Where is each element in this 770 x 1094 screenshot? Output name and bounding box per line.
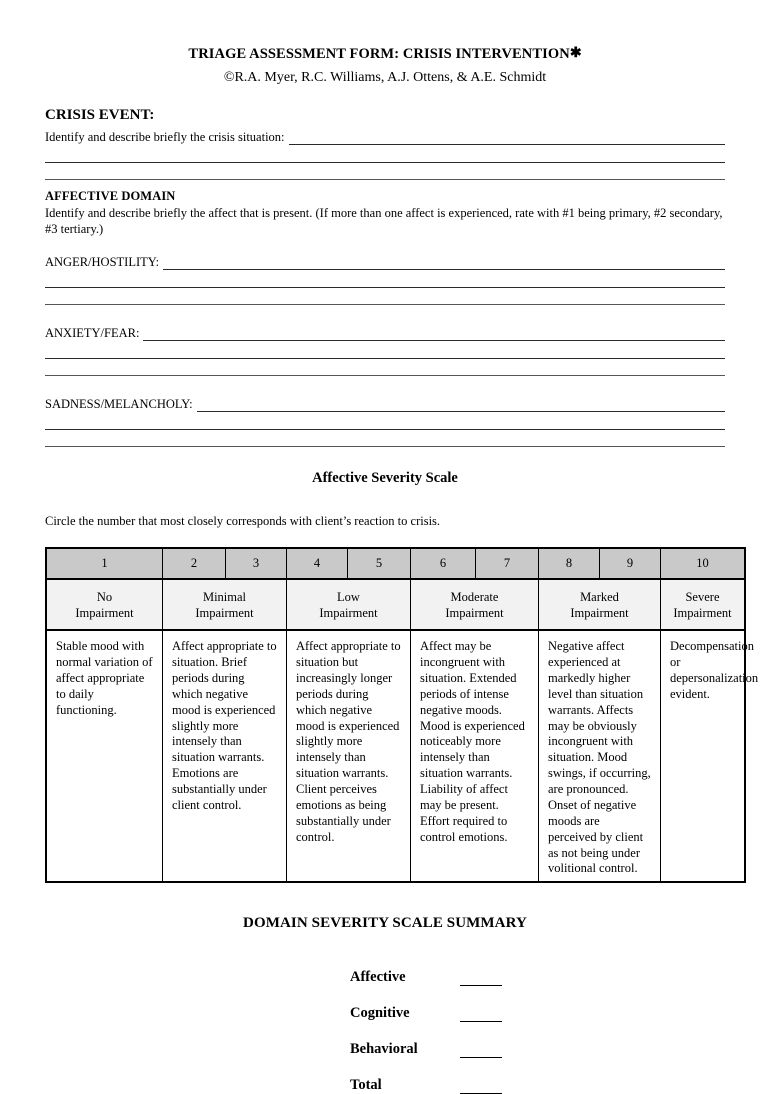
document-authors: ©R.A. Myer, R.C. Williams, A.J. Ottens, & A.E. Schmidt xyxy=(223,69,547,85)
scale-label-name-2: Minimal xyxy=(202,589,247,604)
summary-input-cognitive[interactable] xyxy=(460,1008,502,1022)
domain-severity-summary-list xyxy=(45,932,725,1094)
scale-number-cell-8[interactable]: 8 xyxy=(539,548,600,579)
summary-label-total: Total xyxy=(350,1077,382,1094)
scale-label-cell-minimal-impairment xyxy=(163,579,287,630)
summary-row-behavioral xyxy=(45,1022,725,1058)
scale-number-cell-9[interactable]: 9 xyxy=(600,548,661,579)
scale-description-row xyxy=(46,630,745,882)
scale-number-cell-3[interactable]: 3 xyxy=(226,548,287,579)
scale-label-cell-severe-impairment xyxy=(661,579,746,630)
scale-label-word-2: Impairment xyxy=(195,605,254,620)
scale-description-cell-5: Negative affect experienced at markedly higher level than situation warrants. Affects may be obviously incongruent with situation. Mood swings, if occurring, are pronounced. Onset of negative moods are perceived by client as not being under volitional control. xyxy=(539,630,661,882)
summary-label-affective: Affective xyxy=(350,969,406,986)
scale-label-name-4: Moderate xyxy=(450,589,499,604)
summary-input-affective[interactable] xyxy=(460,972,502,986)
scale-number-row xyxy=(46,548,745,579)
affective-domain-instruction: Identify and describe briefly the affect that is present. (If more than one affect is experienced, rate with #1 being primary, #2 secondary, #3 tertiary.) xyxy=(45,205,723,236)
anxiety-fear-row xyxy=(45,326,725,341)
crisis-event-prompt: Identify and describe briefly the crisis situation: xyxy=(45,129,285,144)
scale-label-cell-moderate-impairment xyxy=(411,579,539,630)
scale-label-name-6: Severe xyxy=(685,589,720,604)
affective-domain-heading: AFFECTIVE DOMAIN xyxy=(45,188,176,203)
summary-row-cognitive xyxy=(45,986,725,1022)
scale-label-word-5: Impairment xyxy=(570,605,629,620)
summary-input-behavioral[interactable] xyxy=(460,1044,502,1058)
scale-description-cell-1: Stable mood with normal variation of affect appropriate to daily functioning. xyxy=(46,630,163,882)
anger-hostility-row xyxy=(45,255,725,270)
severity-scale-title: Affective Severity Scale xyxy=(312,470,458,487)
severity-scale-instruction: Circle the number that most closely corresponds with client’s reaction to crisis. xyxy=(45,514,441,529)
summary-label-behavioral: Behavioral xyxy=(350,1041,418,1058)
scale-description-cell-3: Affect appropriate to situation but increasingly longer periods during which negative mood is experienced slightly more intensely than situation warrants. Client perceives emotions as being substantially under control. xyxy=(287,630,411,882)
page-title-text: TRIAGE ASSESSMENT FORM: CRISIS INTERVENTION xyxy=(188,46,570,62)
scale-label-cell-marked-impairment xyxy=(539,579,661,630)
scale-number-cell-7[interactable]: 7 xyxy=(476,548,539,579)
sadness-melancholy-label: SADNESS/MELANCHOLY: xyxy=(45,397,193,412)
domain-severity-summary-title: DOMAIN SEVERITY SCALE SUMMARY xyxy=(243,915,527,932)
anger-hostility-input-line-1[interactable] xyxy=(163,258,725,270)
sadness-melancholy-row xyxy=(45,397,725,412)
scale-number-cell-10[interactable]: 10 xyxy=(661,548,746,579)
scale-label-word-4: Impairment xyxy=(445,605,504,620)
affective-severity-scale-table xyxy=(45,547,759,883)
scale-label-word-1: Impairment xyxy=(75,605,134,620)
scale-label-word-6: Impairment xyxy=(673,605,732,620)
scale-label-row xyxy=(46,579,745,630)
scale-description-cell-2: Affect appropriate to situation. Brief periods during which negative mood is experienced slightly more intensely than situation warrants. Emotions are substantially under client control. xyxy=(163,630,287,882)
scale-label-name-3: Low xyxy=(337,589,360,604)
scale-number-cell-2[interactable]: 2 xyxy=(163,548,226,579)
scale-label-word-3: Impairment xyxy=(319,605,378,620)
page-title xyxy=(45,0,725,63)
anxiety-fear-input-line-1[interactable] xyxy=(143,329,725,341)
scale-description-cell-6: Decompensation or depersonalization evident. xyxy=(661,630,746,882)
anxiety-fear-label: ANXIETY/FEAR: xyxy=(45,326,140,341)
scale-number-cell-1[interactable]: 1 xyxy=(46,548,163,579)
scale-label-name-5: Marked xyxy=(580,589,619,604)
crisis-event-prompt-row xyxy=(45,130,725,145)
summary-label-cognitive: Cognitive xyxy=(350,1005,410,1022)
scale-number-cell-5[interactable]: 5 xyxy=(348,548,411,579)
crisis-event-input-line-1[interactable] xyxy=(289,133,725,145)
scale-number-cell-6[interactable]: 6 xyxy=(411,548,476,579)
crisis-event-heading: CRISIS EVENT: xyxy=(45,107,155,124)
sadness-melancholy-input-line-1[interactable] xyxy=(197,400,725,412)
summary-row-total xyxy=(45,1058,725,1094)
scale-label-name-1: No xyxy=(96,589,113,604)
summary-row-affective xyxy=(45,950,725,986)
scale-label-cell-no-impairment xyxy=(46,579,163,630)
summary-input-total[interactable] xyxy=(460,1080,502,1094)
scale-label-cell-low-impairment xyxy=(287,579,411,630)
scale-number-cell-4[interactable]: 4 xyxy=(287,548,348,579)
star-asterisk-icon: ✱ xyxy=(569,46,582,61)
anger-hostility-label: ANGER/HOSTILITY: xyxy=(45,255,160,270)
scale-description-cell-4: Affect may be incongruent with situation. Extended periods of intense negative moods. Mood is experienced noticeably more intensely than situation warrants. Liability of affect may be present. Effort required to control emotions. xyxy=(411,630,539,882)
